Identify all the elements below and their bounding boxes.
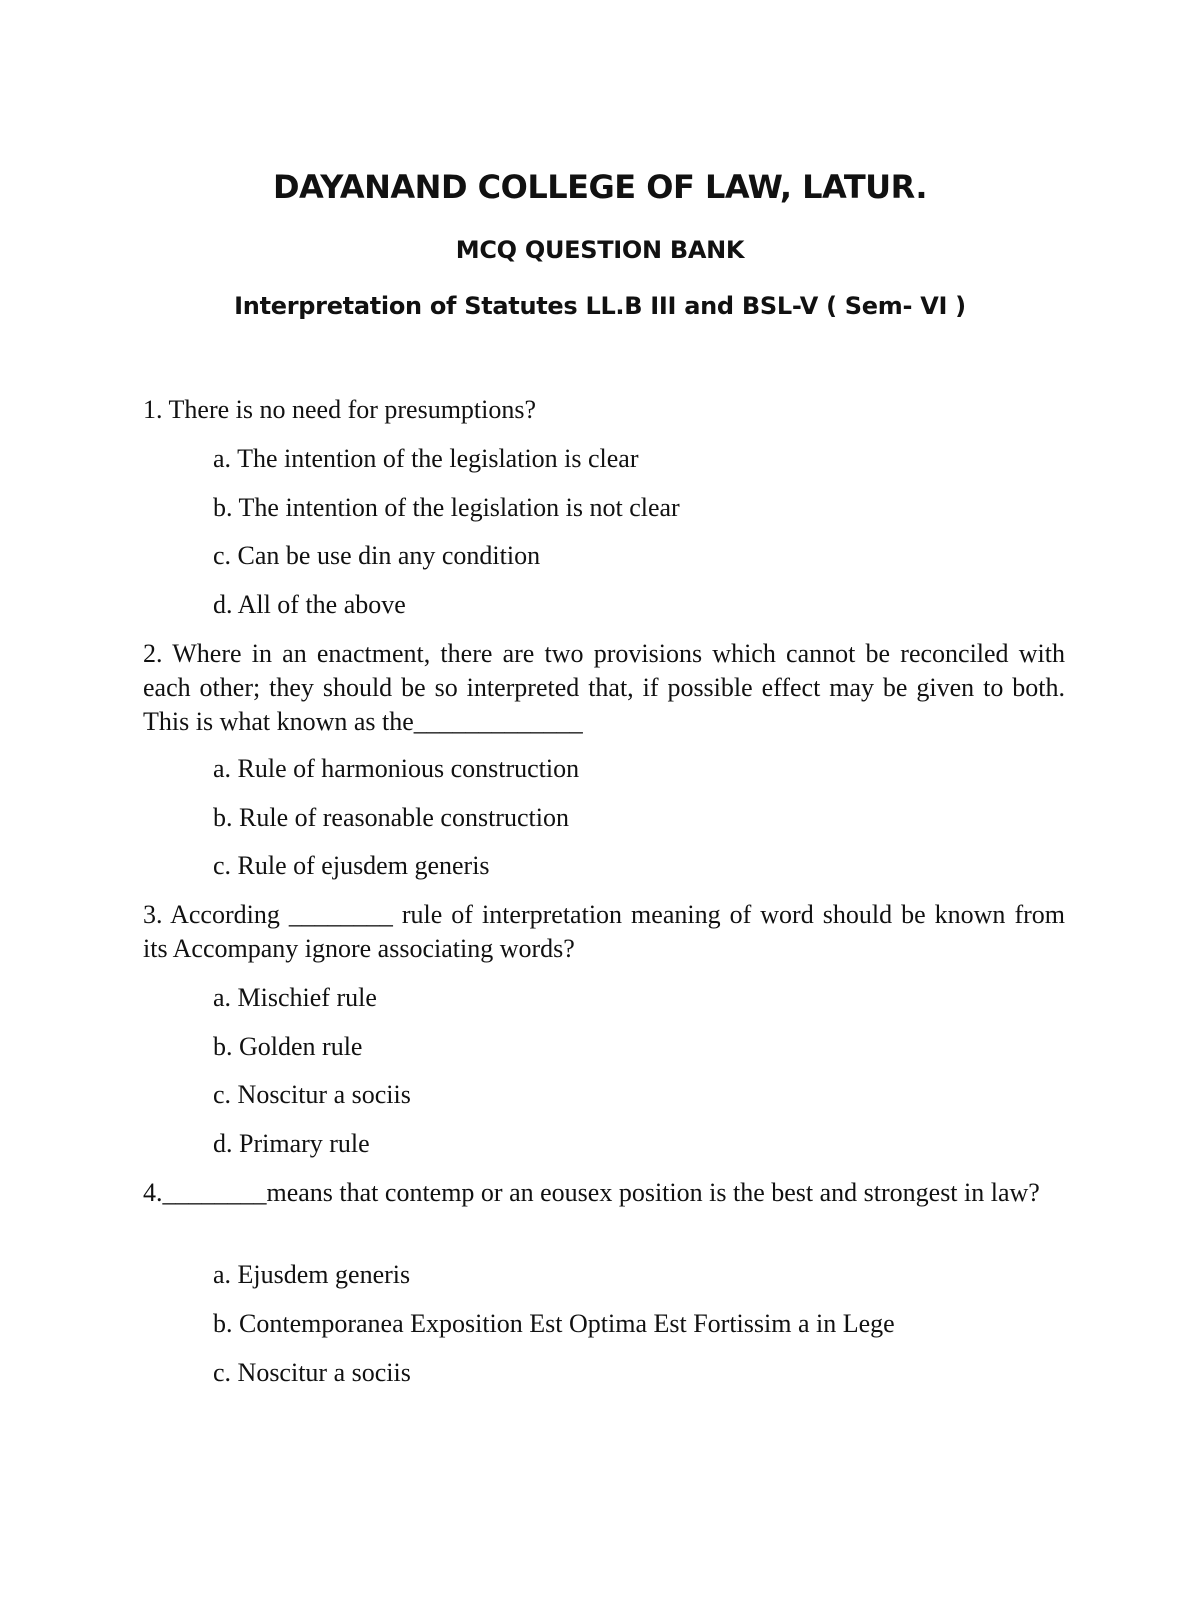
- question-2-option-b: b. Rule of reasonable construction: [213, 803, 569, 832]
- question-4-option-a: a. Ejusdem generis: [213, 1260, 411, 1289]
- subject-heading: Interpretation of Statutes LL.B III and BSL-V ( Sem- VI ): [234, 292, 966, 320]
- question-3-option-b: b. Golden rule: [213, 1032, 363, 1061]
- question-2: 2. Where in an enactment, there are two provisions which cannot be reconciled with each other; they should be so interpreted that, if possible effect may be given to both. This is what known as the_____________: [143, 639, 1065, 736]
- question-3-option-a: a. Mischief rule: [213, 983, 377, 1012]
- question-3-option-c: c. Noscitur a sociis: [213, 1080, 411, 1109]
- question-1-option-c: c. Can be use din any condition: [213, 541, 541, 570]
- question-4: 4.________means that contemp or an eousex position is the best and strongest in law?: [143, 1178, 1040, 1207]
- question-3: 3. According ________ rule of interpretation meaning of word should be known from its Accompany ignore associating words?: [143, 900, 1065, 963]
- college-title: DAYANAND COLLEGE OF LAW, LATUR.: [272, 168, 928, 206]
- question-bank-heading: MCQ QUESTION BANK: [455, 236, 745, 264]
- question-1: 1. There is no need for presumptions?: [143, 395, 537, 424]
- question-1-option-b: b. The intention of the legislation is not clear: [213, 493, 680, 522]
- question-1-option-a: a. The intention of the legislation is clear: [213, 444, 639, 473]
- question-4-option-b: b. Contemporanea Exposition Est Optima Est Fortissim a in Lege: [213, 1309, 895, 1338]
- question-3-option-d: d. Primary rule: [213, 1129, 370, 1158]
- question-1-option-d: d. All of the above: [213, 590, 406, 619]
- question-4-option-c: c. Noscitur a sociis: [213, 1358, 411, 1387]
- question-2-option-c: c. Rule of ejusdem generis: [213, 851, 490, 880]
- question-2-option-a: a. Rule of harmonious construction: [213, 754, 580, 783]
